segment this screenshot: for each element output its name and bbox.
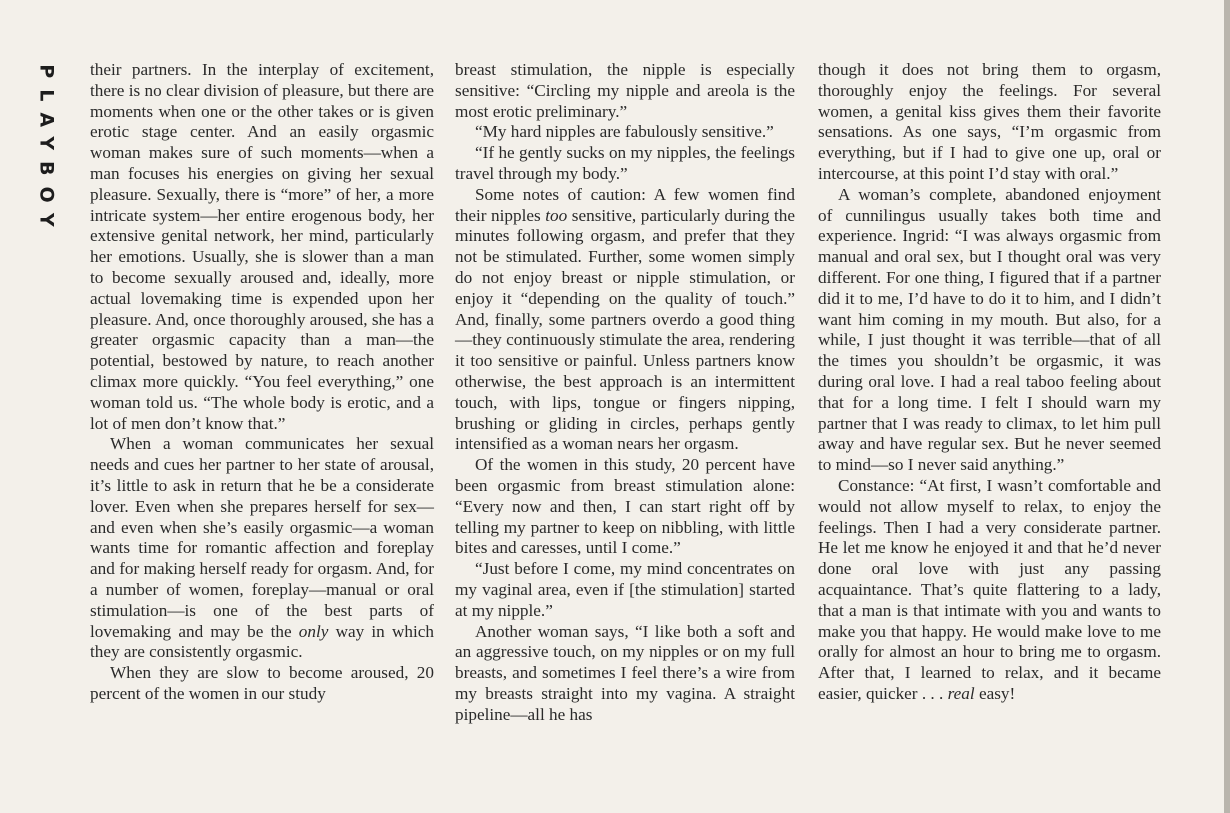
paragraph-text: sensitive, particularly during the minutes following orgasm, and prefer that they not be stimulated. Further, some women simply do not enjoy breast or nipple stimulation, or enjoy it “depending on the quality of touch.” And, finally, some partners overdo a good thing—they continuously stimulate the area, rendering it too sensitive or painful. Unless partners know otherwise, the best approach is an intermittent touch, with lips, tongue or fingers nipping, brushing or gliding in circles, perhaps gently intensified as a woman nears her orgasm. [455,205,795,454]
paragraph-text: way in which they are consistently orgasmic. [90,621,434,662]
paragraph-text: Constance: “At first, I wasn’t comfortable and would not allow myself to relax, to enjoy the feelings. Then I had a very considerate partner. He let me know he enjoyed it and that he’d never done oral love with just any passing acquaintance. That’s quite flattering to a lady, that a man is that intimate with you and wants to make you that happy. He would make love to me orally for almost an hour to bring me to orgasm. After that, I learned to relax, and it became easier, quicker . . . [818,475,1161,703]
paragraph [455,60,795,122]
paragraph [818,60,1161,185]
paragraph [90,434,434,663]
paragraph-text: Some notes of caution: A few women find their nipples [455,184,795,225]
paragraph [90,60,434,434]
paragraph [455,122,795,143]
paragraph-text: easy! [974,683,1016,703]
paragraph-text: though it does not bring them to orgasm, thoroughly enjoy the feelings. For several women, a genital kiss gives them their favorite sensations. As one says, “I’m orgasmic from everything, but if I had to give one up, oral or intercourse, at this point I’d stay with oral.” [818,60,1161,183]
paragraph-text: “If he gently sucks on my nipples, the feelings travel through my body.” [455,143,795,183]
paragraph [455,559,795,621]
playboy-logo [34,56,60,246]
paragraph-text: “Just before I come, my mind concentrates on my vaginal area, even if [the stimulation] started at my nipple.” [455,559,795,620]
paragraph [818,476,1161,705]
paragraph-text: Of the women in this study, 20 percent have been orgasmic from breast stimulation alone: “Every now and then, I can start right off by telling my partner to keep on nibbling, with little bites and caresses, until I come.” [455,455,795,558]
paragraph-text: their partners. In the interplay of excitement, there is no clear division of pleasure, but there are moments when one or the other takes or is given erotic stage center. And an easily orgasmic woman makes sure of such moments—when a man focuses his energies on giving her sexual pleasure. Sexually, there is “more” of her, a more intricate system—her entire erogenous body, her extensive genital network, her mind, particularly her emotions. Usually, she is slower than a man to become sexually aroused and, ideally, more actual lovemaking time is expended upon her pleasure. And, once thoroughly aroused, she has a greater orgasmic capacity than a man—the potential, bestowed by nature, to reach another climax more quickly. “You feel everything,” one woman told us. “The whole body is erotic, and a lot of men don’t know that.” [90,60,434,433]
playboy-logo-text: PLAYBOY [36,64,58,238]
page-edge [1224,0,1230,813]
paragraph [455,143,795,185]
paragraph [818,185,1161,476]
text-column-3 [818,60,1161,705]
paragraph-text: A woman’s complete, abandoned enjoyment of cunnilingus usually takes both time and experience. Ingrid: “I was always orgasmic from manual and oral sex, but I thought oral was very different. For one thing, I figured that if a partner did it to me, I’d have to do it to him, and I didn’t want him coming in my mouth. But also, for a while, I just thought it was terrible—that of all the times you shouldn’t be orgasmic, it was during oral love. I had a real taboo feeling about that for a long time. I felt I should warn my partner that I was ready to climax, to let him pull away and have regular sex. But he never seemed to mind—so I never said anything.” [818,184,1161,475]
paragraph-text: “My hard nipples are fabulously sensitive.” [475,122,774,142]
paragraph-text: When a woman communicates her sexual needs and cues her partner to her state of arousal, it’s little to ask in return that he be a considerate lover. Even when she prepares herself for sex—and even when she’s easily orgasmic—a woman wants time for romantic affection and foreplay and for making herself ready for orgasm. And, for a number of women, foreplay—manual or oral stimulation—is one of the best parts of lovemaking and may be the [90,434,434,641]
paragraph-text: breast stimulation, the nipple is especially sensitive: “Circling my nipple and areola is the most erotic preliminary.” [455,60,795,121]
italic-text: only [298,621,329,641]
text-column-1 [90,60,434,705]
paragraph-text: Another woman says, “I like both a soft and an aggressive touch, on my nipples or on my full breasts, and sometimes I feel there’s a wire from my breasts straight into my vagina. A straight pipeline—all he has [455,621,795,724]
paragraph [455,455,795,559]
italic-text: too [545,205,568,225]
paragraph [455,185,795,455]
paragraph [455,622,795,726]
italic-text: real [947,683,975,703]
paragraph-text: When they are slow to become aroused, 20 percent of the women in our study [90,663,434,703]
text-column-2 [455,60,795,726]
paragraph [90,663,434,705]
